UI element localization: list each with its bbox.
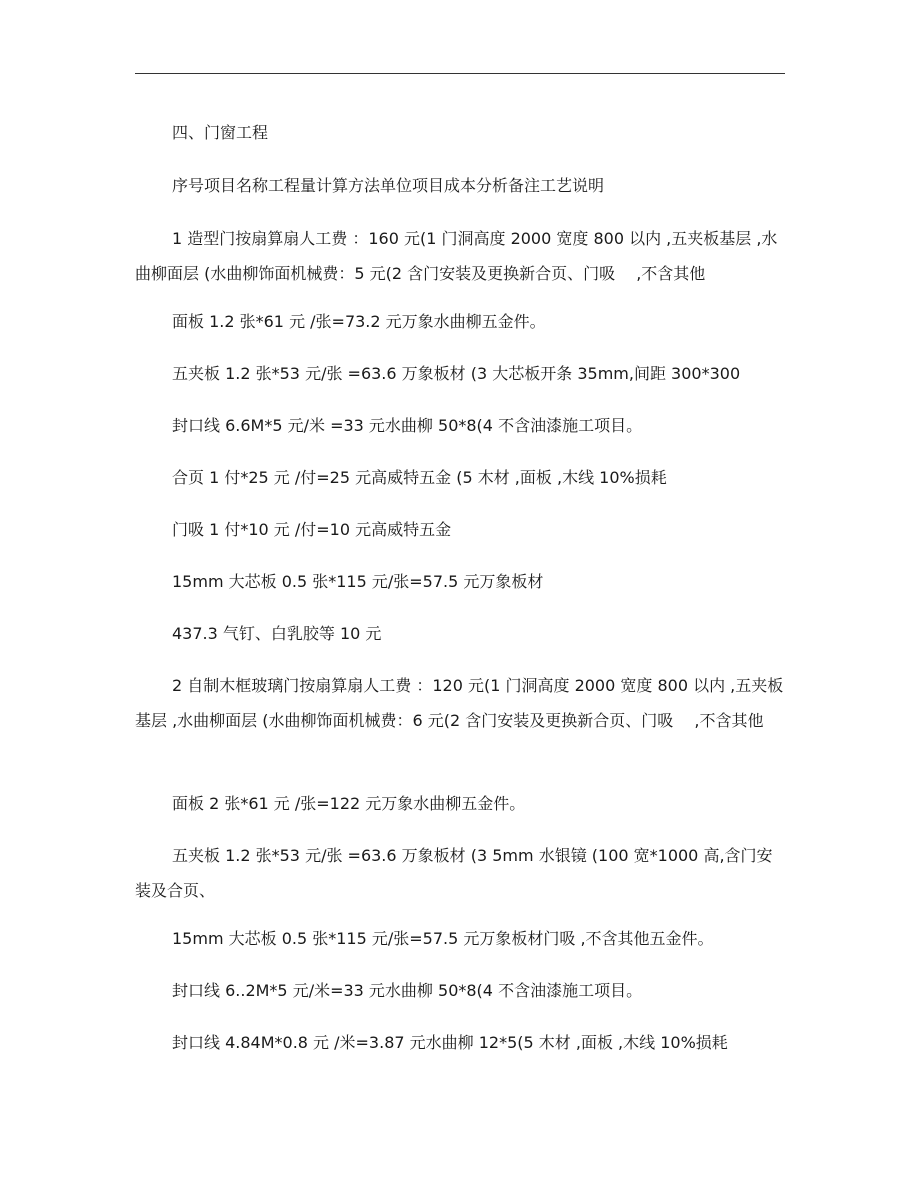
item-2-line-blockboard: 15mm 大芯板 0.5 张*115 元/张=57.5 元万象板材门吸 ,不含其他五金件。: [172, 929, 714, 948]
item-2-description: 2 自制木框玻璃门按扇算扇人工费 ：120 元(1 门洞高度 2000 宽度 800 以内 ,五夹板基层 ,水曲柳面层 (水曲柳饰面机械费：6 元(2 含门安装及更换新合页、门吸 ,不含其他: [135, 676, 784, 730]
item-1-line-hinge: 合页 1 付*25 元 /付=25 元高威特五金 (5 木材 ,面板 ,木线 10%损耗: [172, 468, 667, 487]
header-rule: [135, 73, 785, 74]
table-header-line: 序号项目名称工程量计算方法单位项目成本分析备注工艺说明: [172, 176, 605, 195]
item-1-line-door-stop: 门吸 1 付*10 元 /付=10 元高威特五金: [172, 520, 452, 539]
item-1-description: 1 造型门按扇算扇人工费 ：160 元(1 门洞高度 2000 宽度 800 以内 ,五夹板基层 ,水曲柳面层 (水曲柳饰面机械费：5 元(2 含门安装及更换新合页、门吸 ,不含其他: [135, 229, 778, 283]
item-2-line-plywood: 五夹板 1.2 张*53 元/张 =63.6 万象板材 (3 5mm 水银镜 (100 宽*1000 高,含门安装及合页、: [135, 846, 773, 900]
item-1-line-edge-trim: 封口线 6.6M*5 元/米 =33 元水曲柳 50*8(4 不含油漆施工项目。: [172, 416, 643, 435]
item-1-line-blockboard: 15mm 大芯板 0.5 张*115 元/张=57.5 元万象板材: [172, 572, 544, 591]
item-1-line-total: 437.3 气钉、白乳胶等 10 元: [172, 624, 382, 643]
item-1-line-face-panel: 面板 1.2 张*61 元 /张=73.2 元万象水曲柳五金件。: [172, 312, 546, 331]
item-2-line-face-panel: 面板 2 张*61 元 /张=122 元万象水曲柳五金件。: [172, 794, 526, 813]
item-1-line-plywood: 五夹板 1.2 张*53 元/张 =63.6 万象板材 (3 大芯板开条 35mm,间距 300*300: [172, 364, 741, 383]
item-2-line-edge-trim: 封口线 6..2M*5 元/米=33 元水曲柳 50*8(4 不含油漆施工项目。: [172, 981, 643, 1000]
item-2-line-small-trim: 封口线 4.84M*0.8 元 /米=3.87 元水曲柳 12*5(5 木材 ,面板 ,木线 10%损耗: [172, 1033, 728, 1052]
section-heading: 四、门窗工程: [172, 123, 269, 142]
